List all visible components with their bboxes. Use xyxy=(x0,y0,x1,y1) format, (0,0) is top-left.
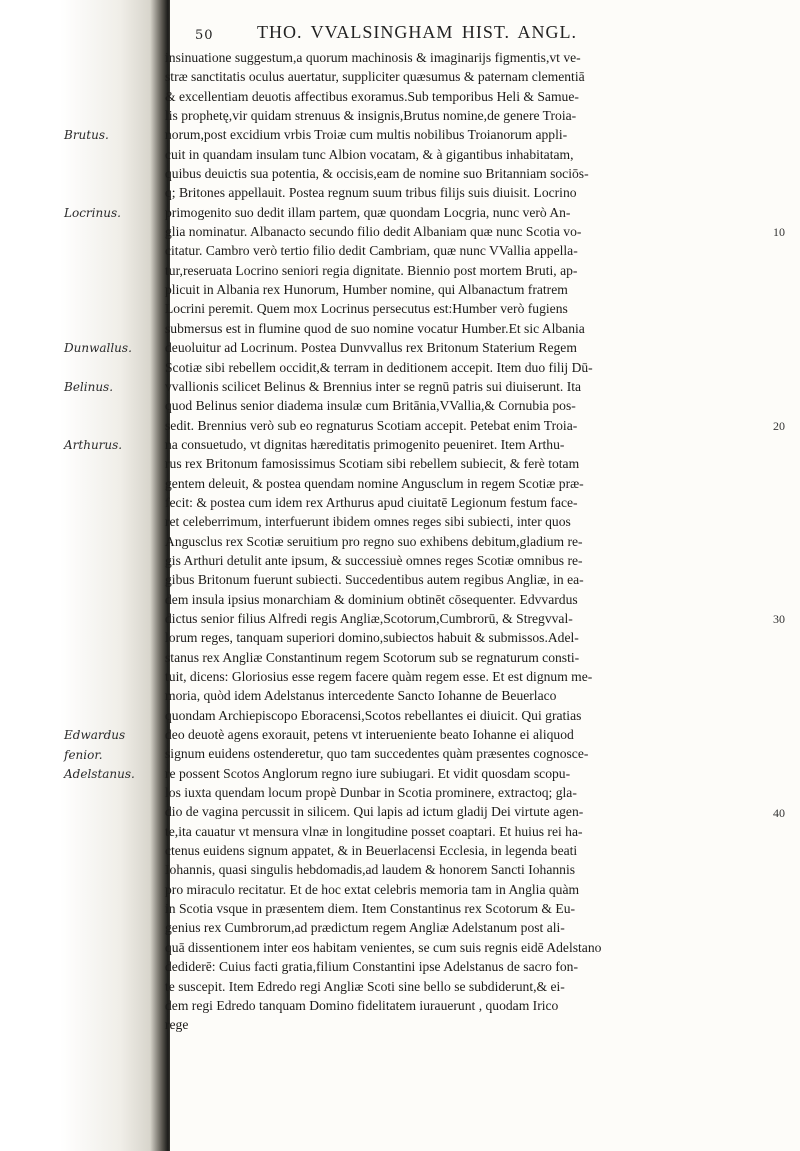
text-line: primogenito suo dedit illam partem, quæ quondam Locgria, nunc verò An- xyxy=(165,204,571,220)
text-line: na consuetudo, vt dignitas hæreditatis primogenito peueniret. Item Arthu- xyxy=(165,436,565,452)
text-line: deo deuotè agens exorauit, petens vt interueniente beato Iohanne ei aliquod xyxy=(165,727,574,743)
text-line: gentem deleuit, & postea quendam nomine Angusclum in regem Scotiæ præ- xyxy=(165,475,584,491)
margin-note: Adelstanus. xyxy=(64,766,135,781)
text-line: te suscepit. Item Edredo regi Angliæ Scoti sine bello se subdiderunt,& ei- xyxy=(165,978,565,994)
page-gutter-shadow xyxy=(0,0,170,1151)
running-title: THO. VVALSINGHAM HIST. ANGL. xyxy=(257,22,578,42)
text-line: moria, quòd idem Adelstanus intercedente Sancto Iohanne de Beuerlaco xyxy=(165,688,557,704)
text-line: signum euidens ostenderetur, quo tam succedentes quàm præsentes cognosce- xyxy=(165,746,589,762)
text-line: stræ sanctitatis oculus auertatur, suppliciter quæsumus & paternam clementiā xyxy=(165,69,585,85)
margin-note: Locrinus. xyxy=(64,205,121,220)
text-line: glia nominatur. Albanacto secundo filio dedit Albaniam quæ nunc Scotia vo- xyxy=(165,224,582,240)
text-line: cuit in quandam insulam tunc Albion vocatam, & à gigantibus inhabitatam, xyxy=(165,146,574,162)
text-line: q; Britones appellauit. Postea regnum suum tribus filijs suis diuisit. Locrino xyxy=(165,185,577,201)
margin-note: Edwardus xyxy=(64,728,126,743)
text-line: vvallionis scilicet Belinus & Brennius inter se regnū patris sui diuiserunt. Ita xyxy=(165,378,582,394)
text-line: dem insula ipsius monarchiam & dominium obtinēt cōsequenter. Edvvardus xyxy=(165,591,578,607)
text-line: tuit, dicens: Gloriosius esse regem facere quàm regem esse. Et est dignum me- xyxy=(165,669,593,684)
line-number: 40 xyxy=(773,805,785,820)
margin-note: Belinus. xyxy=(64,379,114,394)
margin-note: Dunwallus. xyxy=(64,341,132,356)
text-line: dio de vagina percussit in silicem. Qui lapis ad ictum gladij Dei virtute agen- xyxy=(165,804,584,820)
text-line: Locrini peremit. Quem mox Locrinus persecutus est:Humber verò fugiens xyxy=(165,301,568,317)
margin-note: fenior. xyxy=(64,747,103,762)
text-line: insinuatione suggestum,a quorum machinosis & imaginarijs figmentis,vt ve- xyxy=(165,50,581,65)
text-line: quondam Archiepiscopo Eboracensi,Scotos rebellantes ei diuicit. Qui gratias xyxy=(165,707,582,723)
text-line: genius rex Cumbrorum,ad prædictum regem Angliæ Adelstanum post ali- xyxy=(165,920,565,936)
text-line: dictus senior filius Alfredi regis Angliæ,Scotorum,Cumbrorū, & Stregvval- xyxy=(165,610,573,626)
text-line: dediderē: Cuius facti gratia,filium Constantini ipse Adelstanus de sacro fon- xyxy=(165,959,579,975)
text-line: rege xyxy=(165,1017,189,1033)
text-line: dem regi Edredo tanquam Domino fidelitatem iurauerunt , quodam Irico xyxy=(165,997,559,1013)
text-line: Angusclus rex Scotiæ seruitium pro regno suo exhibens debitum,gladium re- xyxy=(165,533,583,549)
text-line: re possent Scotos Anglorum regno iure subiugari. Et vidit quosdam scopu- xyxy=(165,765,571,781)
text-line: lis prophetę,vir quidam strenuus & insignis,Brutus nomine,de genere Troia- xyxy=(165,108,577,124)
line-number: 10 xyxy=(773,225,785,240)
margin-note: Arthurus. xyxy=(64,438,123,452)
text-line: Scotiæ sibi rebellem occidit,& terram in deditionem accepit. Item duo filij Dū- xyxy=(165,359,593,375)
text-line: tur,reseruata Locrino seniori regia dignitate. Biennio post mortem Bruti, ap- xyxy=(165,262,578,278)
line-number: 20 xyxy=(773,418,785,433)
text-line: pro miraculo recitatur. Et de hoc extat celebris memoria tam in Anglia quàm xyxy=(165,881,580,897)
text-line: te,ita cauatur vt mensura vlnæ in longitudine posset coaptari. Et huius rei ha- xyxy=(165,823,583,839)
page-header xyxy=(195,22,775,48)
body-text xyxy=(165,48,765,1035)
text-line: in Scotia vsque in præsentem diem. Item Constantinus rex Scotorum & Eu- xyxy=(165,901,576,917)
text-line: submersus est in flumine quod de suo nomine vocatur Humber.Et sic Albania xyxy=(165,320,585,336)
text-line: los iuxta quendam locum propè Dunbar in Scotia prominere, extractoq; gla- xyxy=(165,785,577,801)
text-line: rus rex Britonum famosissimus Scotiam sibi rebellem subiecit, & ferè totam xyxy=(165,456,580,472)
text-line: quod Belinus senior diadema insulæ cum Britānia,VVallia,& Cornubia pos- xyxy=(165,398,576,414)
margin-note: Brutus. xyxy=(64,128,109,143)
text-line: norum,post excidium vrbis Troiæ cum multis nobilibus Troianorum appli- xyxy=(165,127,568,143)
text-line: Iohannis, quasi singulis hebdomadis,ad laudem & honorem Sancti Iohannis xyxy=(165,862,576,878)
text-line: & excellentiam deuotis affectibus exoramus.Sub temporibus Heli & Samue- xyxy=(165,88,579,104)
text-line: lorum reges, tanquam superiori domino,subiectos habuit & submissos.Adel- xyxy=(165,630,579,646)
text-line: ret celeberrimum, interfuerunt ibidem omnes reges sibi subiecti, inter quos xyxy=(165,514,571,530)
text-line: gibus Britonum fuerunt subiecti. Succedentibus autem regibus Angliæ, in ea- xyxy=(165,572,584,588)
text-line: deuoluitur ad Locrinum. Postea Dunvvallus rex Britonum Staterium Regem xyxy=(165,340,577,356)
text-line: ctenus euidens signum appatet, & in Beuerlacensi Ecclesia, in legenda beati xyxy=(165,843,578,859)
text-line: quibus deuictis sua potentia, & occisis,eam de nomine suo Britanniam sociōs- xyxy=(165,166,589,182)
text-line: gis Arthuri detulit ante ipsum, & successiuè omnes reges Scotiæ omnibus re- xyxy=(165,552,583,568)
text-line: citatur. Cambro verò tertio filio dedit Cambriam, quæ nunc VVallia appella- xyxy=(165,243,578,259)
text-line: quā dissentionem inter eos habitam venientes, se cum suis regnis eidē Adelstano xyxy=(165,939,602,955)
text-line: fecit: & postea cum idem rex Arthurus apud ciuitatē Legionum festum face- xyxy=(165,494,578,510)
text-line: sedit. Brennius verò sub eo regnaturus Scotiam accepit. Petebat enim Troia- xyxy=(165,417,578,433)
line-number: 30 xyxy=(773,612,785,627)
text-line: plicuit in Albania rex Hunorum, Humber nomine, qui Albanactum fratrem xyxy=(165,282,568,298)
text-line: stanus rex Angliæ Constantinum regem Scotorum sub se regnaturum consti- xyxy=(165,649,580,665)
page-number: 50 xyxy=(195,28,214,43)
